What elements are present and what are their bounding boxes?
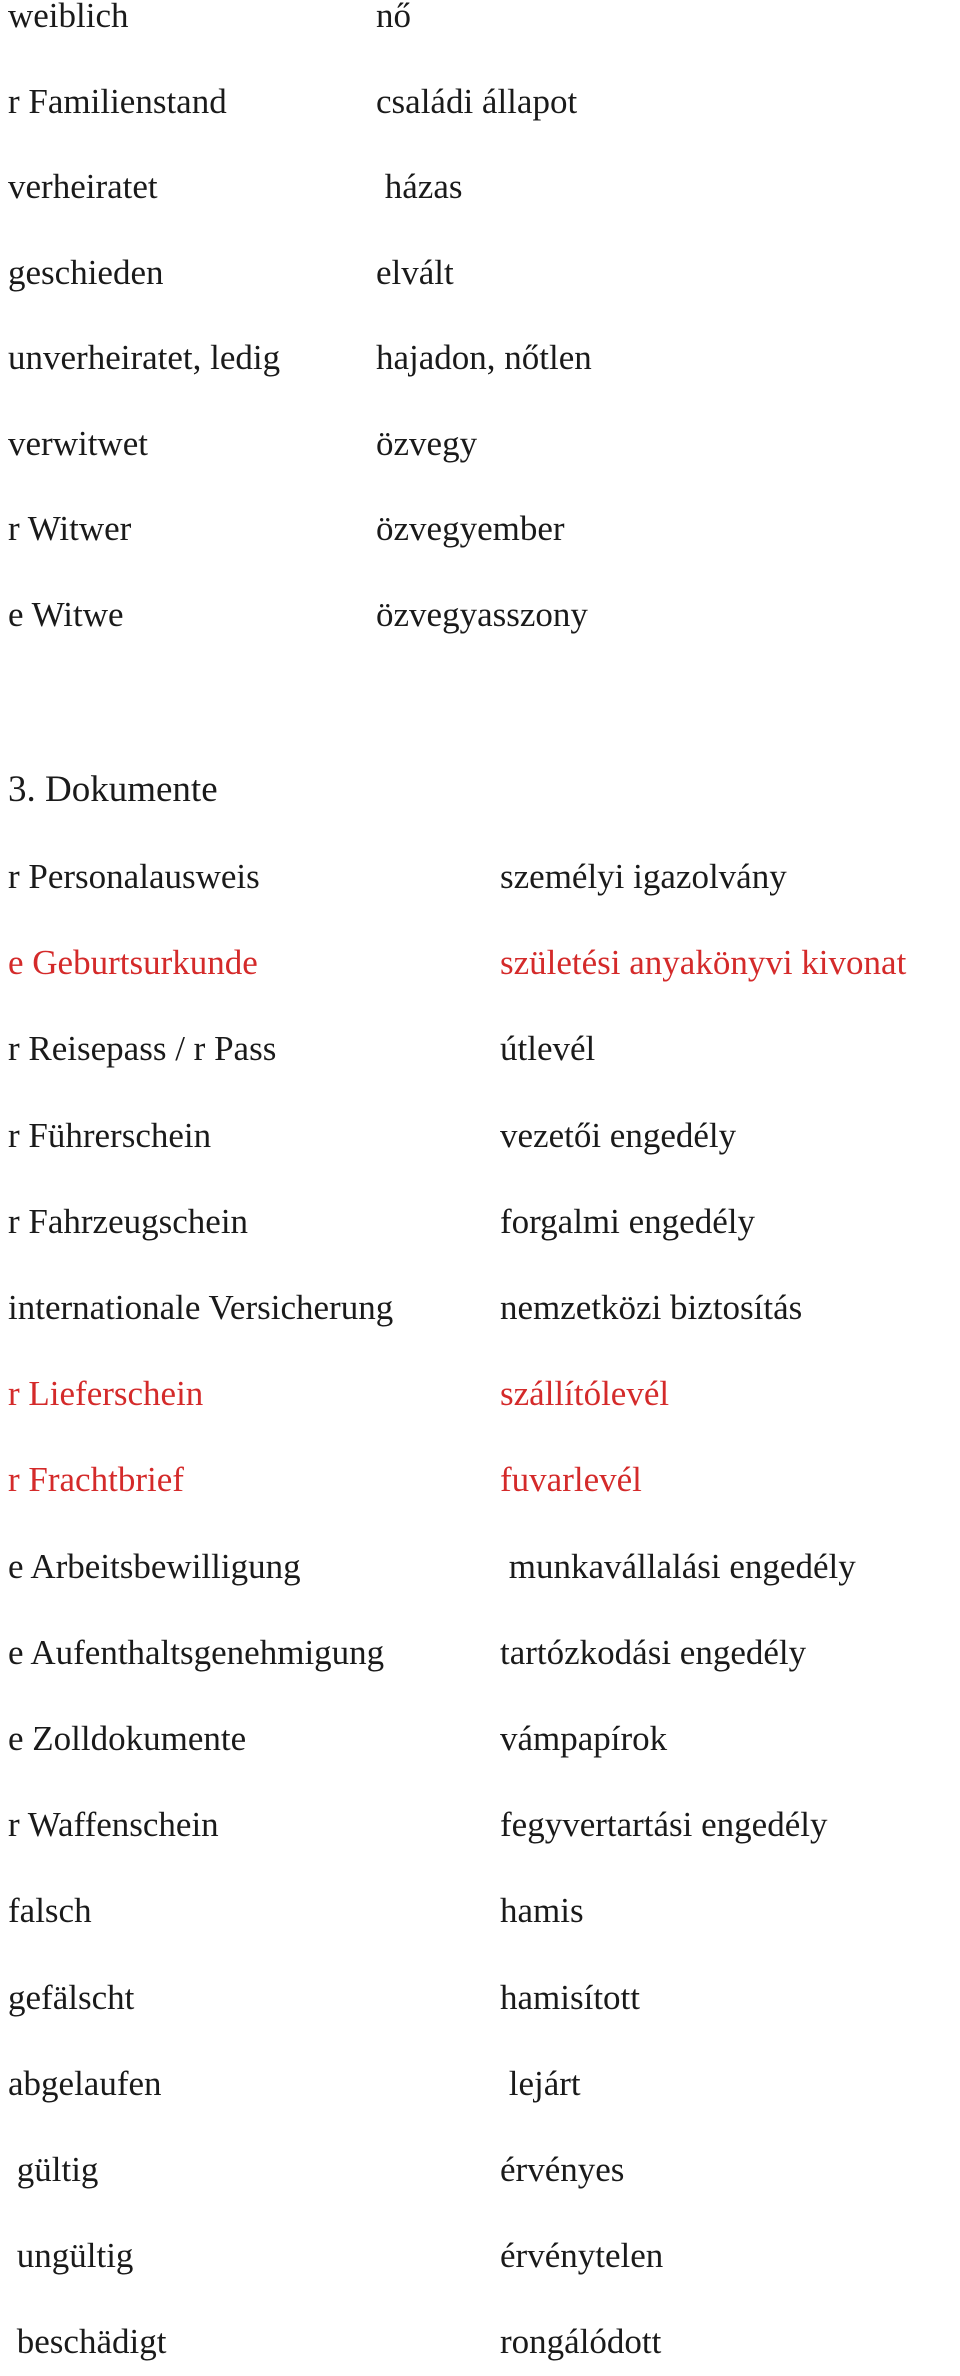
family-status-vocab-row bbox=[0, 585, 960, 645]
german-term: e Geburtsurkunde bbox=[8, 943, 258, 983]
german-term: e Aufenthaltsgenehmigung bbox=[8, 1632, 385, 1672]
hungarian-term: lejárt bbox=[500, 2063, 581, 2103]
hungarian-term: özvegy bbox=[376, 423, 478, 463]
hungarian-term: özvegyasszony bbox=[376, 594, 588, 634]
document-vocab-row bbox=[0, 1537, 960, 1597]
family-status-vocab-row bbox=[0, 72, 960, 132]
hungarian-term: fegyvertartási engedély bbox=[500, 1805, 828, 1845]
german-term: falsch bbox=[8, 1891, 92, 1931]
document-vocab-row bbox=[0, 1278, 960, 1338]
hungarian-term: érvényes bbox=[500, 2150, 625, 2189]
document-vocab-row bbox=[0, 1795, 960, 1855]
german-term: r Waffenschein bbox=[8, 1805, 219, 1845]
hungarian-term: forgalmi engedély bbox=[500, 1201, 755, 1241]
german-term: e Zolldokumente bbox=[8, 1719, 247, 1758]
german-term: r Lieferschein bbox=[8, 1374, 204, 1414]
german-term: beschädigt bbox=[8, 2322, 167, 2362]
document-vocab-row bbox=[0, 1450, 960, 1510]
german-term: internationale Versicherung bbox=[8, 1288, 394, 1327]
hungarian-term: özvegyember bbox=[376, 509, 565, 548]
section-heading-dokumente: 3. Dokumente bbox=[8, 769, 218, 810]
hungarian-term: elvált bbox=[376, 252, 454, 292]
german-term: r Fahrzeugschein bbox=[8, 1201, 249, 1241]
german-term: ungültig bbox=[8, 2236, 134, 2276]
document-vocab-row bbox=[0, 1968, 960, 2028]
hungarian-term: születési anyakönyvi kivonat bbox=[500, 943, 907, 983]
german-term: verwitwet bbox=[8, 423, 148, 463]
hungarian-term: személyi igazolvány bbox=[500, 857, 787, 896]
document-vocab-row bbox=[0, 1623, 960, 1683]
document-vocab-row bbox=[0, 933, 960, 993]
german-term: geschieden bbox=[8, 252, 164, 292]
german-term: gültig bbox=[8, 2150, 99, 2189]
hungarian-term: nemzetközi biztosítás bbox=[500, 1288, 803, 1327]
hungarian-term: hamis bbox=[500, 1891, 584, 1931]
german-term: weiblich bbox=[8, 0, 129, 35]
german-term: r Familienstand bbox=[8, 81, 227, 121]
hungarian-term: fuvarlevél bbox=[500, 1460, 642, 1500]
hungarian-term: nő bbox=[376, 0, 411, 35]
hungarian-term: útlevél bbox=[500, 1029, 596, 1069]
family-status-vocab-row bbox=[0, 414, 960, 474]
document-vocab-row bbox=[0, 1192, 960, 1252]
hungarian-term: vámpapírok bbox=[500, 1719, 668, 1758]
family-status-vocab-row bbox=[0, 328, 960, 388]
german-term: r Witwer bbox=[8, 509, 132, 548]
hungarian-term: tartózkodási engedély bbox=[500, 1632, 807, 1672]
document-vocab-row bbox=[0, 1106, 960, 1166]
german-term: r Führerschein bbox=[8, 1115, 212, 1155]
document-vocab-row bbox=[0, 2312, 960, 2372]
family-status-vocab-row bbox=[0, 499, 960, 559]
document-vocab-row bbox=[0, 1709, 960, 1769]
hungarian-term: rongálódott bbox=[500, 2322, 662, 2362]
document-vocab-row bbox=[0, 1019, 960, 1079]
document-vocab-row bbox=[0, 847, 960, 907]
german-term: e Arbeitsbewilligung bbox=[8, 1546, 301, 1586]
hungarian-term: vezetői engedély bbox=[500, 1115, 737, 1155]
hungarian-term: szállítólevél bbox=[500, 1374, 670, 1414]
hungarian-term: hajadon, nőtlen bbox=[376, 338, 592, 377]
family-status-vocab-row bbox=[0, 157, 960, 217]
german-term: verheiratet bbox=[8, 167, 158, 206]
german-term: gefälscht bbox=[8, 1977, 135, 2017]
document-vocab-row bbox=[0, 2054, 960, 2114]
family-status-vocab-row bbox=[0, 0, 960, 46]
hungarian-term: érvénytelen bbox=[500, 2236, 664, 2276]
german-term: e Witwe bbox=[8, 594, 124, 634]
document-vocab-row bbox=[0, 2226, 960, 2286]
german-term: abgelaufen bbox=[8, 2063, 162, 2103]
german-term: unverheiratet, ledig bbox=[8, 338, 281, 377]
document-vocab-row bbox=[0, 1881, 960, 1941]
hungarian-term: hamisított bbox=[500, 1977, 640, 2017]
family-status-vocab-row bbox=[0, 243, 960, 303]
german-term: r Frachtbrief bbox=[8, 1460, 184, 1500]
german-term: r Reisepass / r Pass bbox=[8, 1029, 277, 1069]
hungarian-term: házas bbox=[376, 167, 463, 206]
german-term: r Personalausweis bbox=[8, 857, 260, 896]
hungarian-term: munkavállalási engedély bbox=[500, 1546, 856, 1586]
document-vocab-row bbox=[0, 2140, 960, 2200]
hungarian-term: családi állapot bbox=[376, 81, 578, 121]
document-vocab-row bbox=[0, 1364, 960, 1424]
